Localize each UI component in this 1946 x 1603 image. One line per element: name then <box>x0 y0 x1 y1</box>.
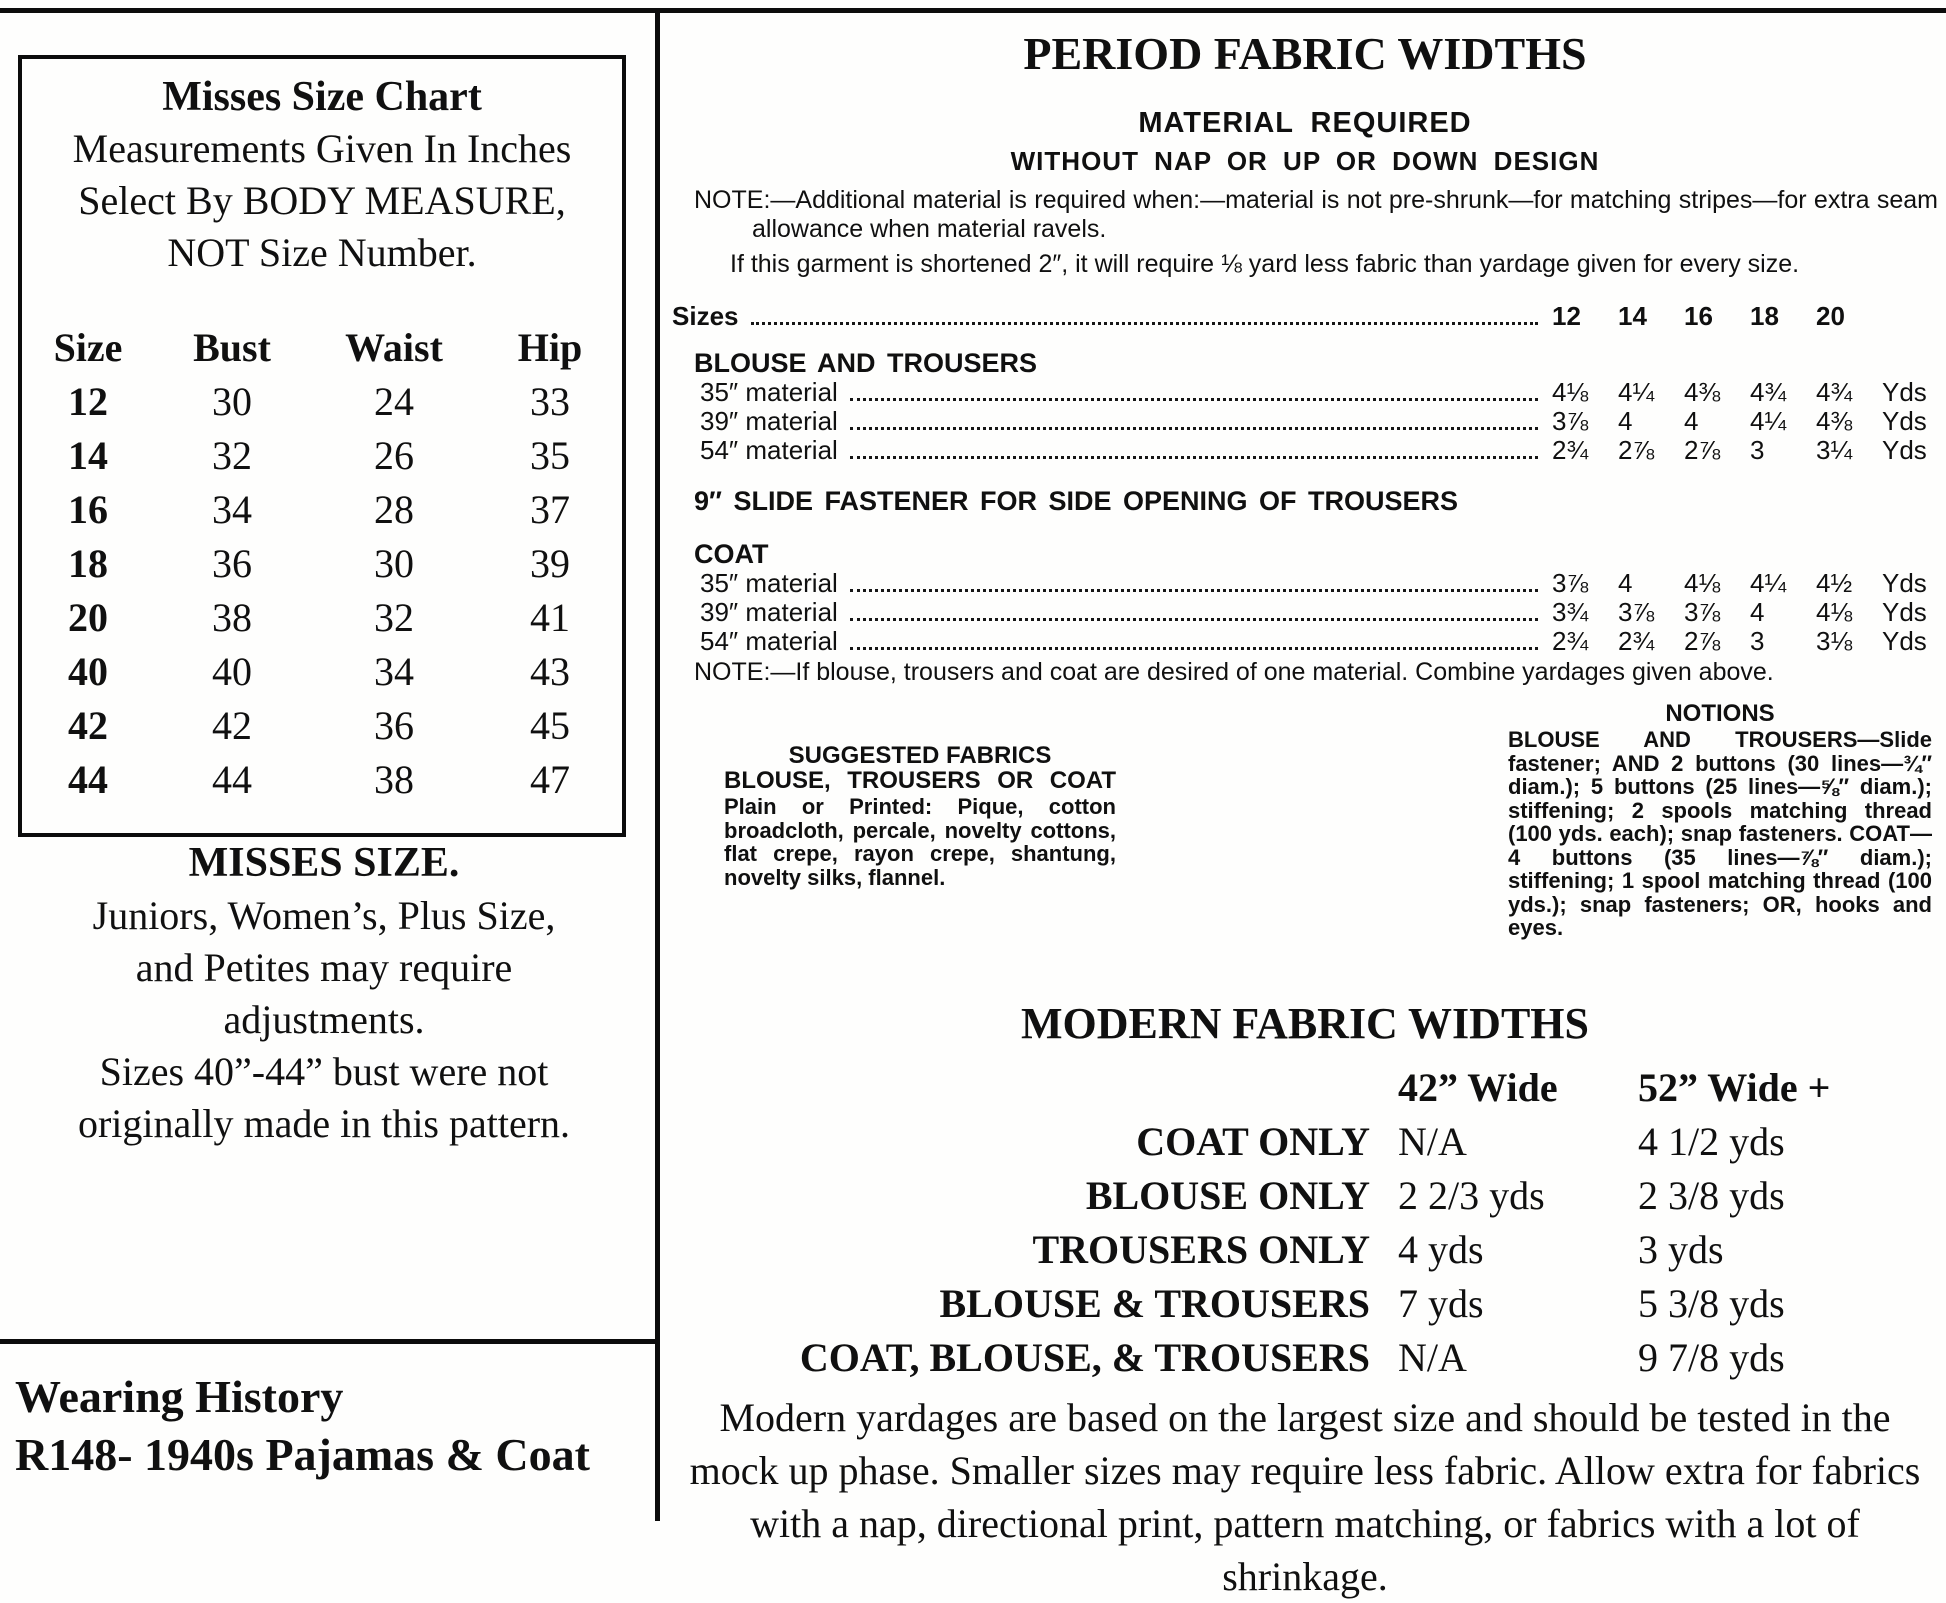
hip-cell: 35 <box>530 433 570 478</box>
dotted-leader <box>850 455 1538 459</box>
misses-size-heading: MISSES SIZE. <box>188 840 460 886</box>
yardage-unit: Yds <box>1882 377 1927 407</box>
garment-label: TROUSERS ONLY <box>1032 1227 1370 1272</box>
size-number: 16 <box>1684 301 1713 331</box>
yardage-row <box>700 599 1938 628</box>
brand-footer <box>15 1368 590 1484</box>
size-cell: 44 <box>68 757 108 802</box>
modern-table-row <box>672 1331 1938 1385</box>
yardage-52: 4 1/2 yds <box>1638 1119 1785 1164</box>
yardage-value: 3¼ <box>1816 435 1853 465</box>
coat-yardage-table <box>672 570 1938 657</box>
waist-cell: 24 <box>374 379 414 424</box>
notions-block <box>1508 701 1932 940</box>
yardage-52: 5 3/8 yds <box>1638 1281 1785 1326</box>
misses-note-line: Sizes 40”-44” bust were not <box>99 1049 549 1094</box>
size-chart-subtitle: Select By BODY MEASURE, <box>78 178 566 223</box>
suggested-fabrics-heading: SUGGESTED FABRICS <box>788 742 1052 769</box>
yardage-value: 3⅞ <box>1618 597 1655 627</box>
yardage-value: 2⅞ <box>1618 435 1655 465</box>
garment-label: COAT ONLY <box>1136 1119 1370 1164</box>
size-chart-subtitle: NOT Size Number. <box>167 230 477 275</box>
hip-col-header: Hip <box>517 325 583 370</box>
blouse-trousers-heading: BLOUSE AND TROUSERS <box>694 348 1038 378</box>
yardage-42: 2 2/3 yds <box>1398 1173 1545 1218</box>
empty-header-cell <box>672 1061 1398 1115</box>
yardage-52: 2 3/8 yds <box>1638 1173 1785 1218</box>
size-cell: 20 <box>68 595 108 640</box>
yardage-value: 4¼ <box>1618 377 1655 407</box>
waist-cell: 30 <box>374 541 414 586</box>
material-width-label: 39″ material <box>700 406 838 436</box>
size-number: 14 <box>1618 301 1647 331</box>
yardage-value: 4⅛ <box>1816 597 1853 627</box>
yardage-value: 4½ <box>1816 568 1853 598</box>
hip-cell: 47 <box>530 757 570 802</box>
modern-table-row <box>672 1169 1938 1223</box>
unit-spacer <box>1882 303 1938 330</box>
size-number: 18 <box>1750 301 1779 331</box>
yardage-unit: Yds <box>1882 435 1927 465</box>
size-cell: 12 <box>68 379 108 424</box>
dotted-leader <box>751 321 1539 325</box>
hip-cell: 41 <box>530 595 570 640</box>
yardage-value: 3⅛ <box>1816 626 1853 656</box>
dotted-leader <box>850 646 1538 650</box>
yardage-row <box>700 408 1938 437</box>
yardage-unit: Yds <box>1882 597 1927 627</box>
dotted-leader <box>850 588 1538 592</box>
yardage-value: 2¾ <box>1618 626 1655 656</box>
modern-table-row <box>672 1277 1938 1331</box>
col-header-52-wide: 52” Wide + <box>1638 1065 1831 1110</box>
yardage-value: 4 <box>1750 597 1765 627</box>
material-width-label: 35″ material <box>700 377 838 407</box>
hip-cell: 45 <box>530 703 570 748</box>
yardage-52: 9 7/8 yds <box>1638 1335 1785 1380</box>
bust-col-header: Bust <box>193 325 271 370</box>
waist-cell: 32 <box>374 595 414 640</box>
bust-cell: 40 <box>212 649 252 694</box>
hip-cell: 37 <box>530 487 570 532</box>
size-cell: 40 <box>68 649 108 694</box>
top-divider-line <box>0 8 1946 13</box>
bust-cell: 36 <box>212 541 252 586</box>
modern-table-row <box>672 1115 1938 1169</box>
waist-cell: 28 <box>374 487 414 532</box>
size-col-header: Size <box>53 325 123 370</box>
size-cell: 14 <box>68 433 108 478</box>
suggested-fabrics-subheading: BLOUSE, TROUSERS OR COAT <box>724 767 1116 794</box>
period-fabric-widths-title: PERIOD FABRIC WIDTHS <box>1023 28 1587 79</box>
size-cell: 42 <box>68 703 108 748</box>
yardage-value: 4⅜ <box>1684 377 1721 407</box>
size-number: 12 <box>1552 301 1581 331</box>
yardage-value: 3⅞ <box>1552 568 1589 598</box>
yardage-42: N/A <box>1398 1335 1467 1380</box>
yardage-value: 4⅛ <box>1684 568 1721 598</box>
misses-note-line: originally made in this pattern. <box>77 1101 571 1146</box>
yardage-value: 3⅞ <box>1552 406 1589 436</box>
garment-label: BLOUSE & TROUSERS <box>939 1281 1370 1326</box>
bust-cell: 32 <box>212 433 252 478</box>
yardage-row <box>700 570 1938 599</box>
yardage-value: 4⅜ <box>1816 406 1853 436</box>
material-required-heading: MATERIAL REQUIRED <box>1138 107 1472 139</box>
modern-fabric-widths-table <box>672 1061 1938 1385</box>
fabric-widths-panel <box>672 14 1938 1603</box>
garment-label: COAT, BLOUSE, & TROUSERS <box>799 1335 1370 1380</box>
waist-cell: 38 <box>374 757 414 802</box>
bust-cell: 44 <box>212 757 252 802</box>
yardage-52: 3 yds <box>1638 1227 1724 1272</box>
misses-size-chart-box <box>18 55 626 837</box>
misses-note-line: Juniors, Women’s, Plus Size, <box>92 893 556 938</box>
garment-label: BLOUSE ONLY <box>1085 1173 1370 1218</box>
dotted-leader <box>850 617 1538 621</box>
material-width-label: 35″ material <box>700 568 838 598</box>
misses-note-line: and Petites may require <box>135 945 513 990</box>
hip-cell: 33 <box>530 379 570 424</box>
yardage-value: 4¼ <box>1750 568 1787 598</box>
bust-cell: 30 <box>212 379 252 424</box>
material-width-label: 39″ material <box>700 597 838 627</box>
misses-note-line: adjustments. <box>223 997 425 1042</box>
notions-body: BLOUSE AND TROUSERS—Slide fastener; AND 2 buttons (30 lines—¾″ diam.); 5 buttons (25 lines—⅝″ diam.); stiffening; 2 spools matching thread (100 yds. each); snap fasteners. COAT—4 buttons (35 lines—⅞″ diam.); stiffening; 1 spool matching thread (100 yds.); snap fasteners; OR, hooks and eyes. <box>1508 727 1932 940</box>
modern-yardage-footnote: Modern yardages are based on the largest size and should be tested in the mock up phase. Smaller sizes may require less fabric. Allow extra for fabrics with a nap, directional print, pattern matching, or fabrics with a lot of shrinkage. <box>689 1395 1921 1599</box>
waist-cell: 34 <box>374 649 414 694</box>
yardage-42: N/A <box>1398 1119 1467 1164</box>
waist-col-header: Waist <box>345 325 443 370</box>
dotted-leader <box>850 397 1538 401</box>
suggested-fabrics-body: Plain or Printed: Pique, cotton broadcloth, percale, novelty cottons, flat crepe, rayon crepe, shantung, novelty silks, flannel. <box>724 794 1116 890</box>
sizes-label: Sizes <box>672 301 739 331</box>
column-divider-line <box>655 8 660 1521</box>
yardage-value: 2¾ <box>1552 626 1589 656</box>
material-width-label: 54″ material <box>700 626 838 656</box>
yardage-value: 2⅞ <box>1684 626 1721 656</box>
col-header-42-wide: 42” Wide <box>1398 1065 1558 1110</box>
slide-fastener-note: 9″ SLIDE FASTENER FOR SIDE OPENING OF TROUSERS <box>694 486 1459 516</box>
yardage-value: 4¾ <box>1750 377 1787 407</box>
material-width-label: 54″ material <box>700 435 838 465</box>
pattern-number-title: R148- 1940s Pajamas & Coat <box>15 1429 590 1480</box>
yardage-value: 3¾ <box>1552 597 1589 627</box>
hip-cell: 39 <box>530 541 570 586</box>
bust-cell: 42 <box>212 703 252 748</box>
yardage-value: 4 <box>1618 406 1633 436</box>
yardage-value: 4⅛ <box>1552 377 1589 407</box>
yardage-42: 7 yds <box>1398 1281 1484 1326</box>
yardage-value: 2¾ <box>1552 435 1589 465</box>
suggested-fabrics-block <box>724 743 1116 889</box>
without-nap-subheading: WITHOUT NAP OR UP OR DOWN DESIGN <box>1010 146 1600 176</box>
brand-name: Wearing History <box>15 1371 344 1422</box>
yardage-value: 3 <box>1750 626 1765 656</box>
modern-table-header-row <box>672 1061 1938 1115</box>
hip-cell: 43 <box>530 649 570 694</box>
yardage-value: 3 <box>1750 435 1765 465</box>
yardage-42: 4 yds <box>1398 1227 1484 1272</box>
size-cell: 16 <box>68 487 108 532</box>
yardage-unit: Yds <box>1882 568 1927 598</box>
coat-heading: COAT <box>694 539 769 569</box>
dotted-leader <box>850 426 1538 430</box>
sizes-row <box>672 303 1938 332</box>
waist-cell: 26 <box>374 433 414 478</box>
yardage-value: 4 <box>1684 406 1699 436</box>
bust-cell: 34 <box>212 487 252 532</box>
yardage-unit: Yds <box>1882 626 1927 656</box>
waist-cell: 36 <box>374 703 414 748</box>
yardage-row <box>700 628 1938 657</box>
yardage-row <box>700 437 1938 466</box>
size-cell: 18 <box>68 541 108 586</box>
bust-cell: 38 <box>212 595 252 640</box>
combine-yardages-note: NOTE:—If blouse, trousers and coat are desired of one material. Combine yardages given above. <box>694 658 1774 686</box>
yardage-unit: Yds <box>1882 406 1927 436</box>
size-chart-subtitle: Measurements Given In Inches <box>72 126 572 171</box>
additional-material-note: NOTE:—Additional material is required when:—material is not pre-shrunk—for matching stripes—for extra seam allowance when material ravels. <box>694 186 1938 243</box>
misses-size-note <box>0 836 648 1150</box>
notions-heading: NOTIONS <box>1665 700 1775 727</box>
yardage-row <box>700 379 1938 408</box>
yardage-value: 2⅞ <box>1684 435 1721 465</box>
modern-table-row <box>672 1223 1938 1277</box>
yardage-value: 4 <box>1618 568 1633 598</box>
size-chart-table <box>22 321 622 807</box>
fabrics-and-notions-section <box>672 695 1938 993</box>
size-number: 20 <box>1816 301 1845 331</box>
modern-fabric-widths-title: MODERN FABRIC WIDTHS <box>1021 999 1589 1048</box>
footer-divider-line <box>0 1339 660 1344</box>
yardage-value: 4¾ <box>1816 377 1853 407</box>
yardage-value: 4¼ <box>1750 406 1787 436</box>
shortened-garment-note: If this garment is shortened 2″, it will require ⅛ yard less fabric than yardage given for every size. <box>730 250 1800 278</box>
yardage-value: 3⅞ <box>1684 597 1721 627</box>
blouse-trousers-yardage-table <box>672 379 1938 466</box>
size-chart-title: Misses Size Chart <box>162 74 482 120</box>
